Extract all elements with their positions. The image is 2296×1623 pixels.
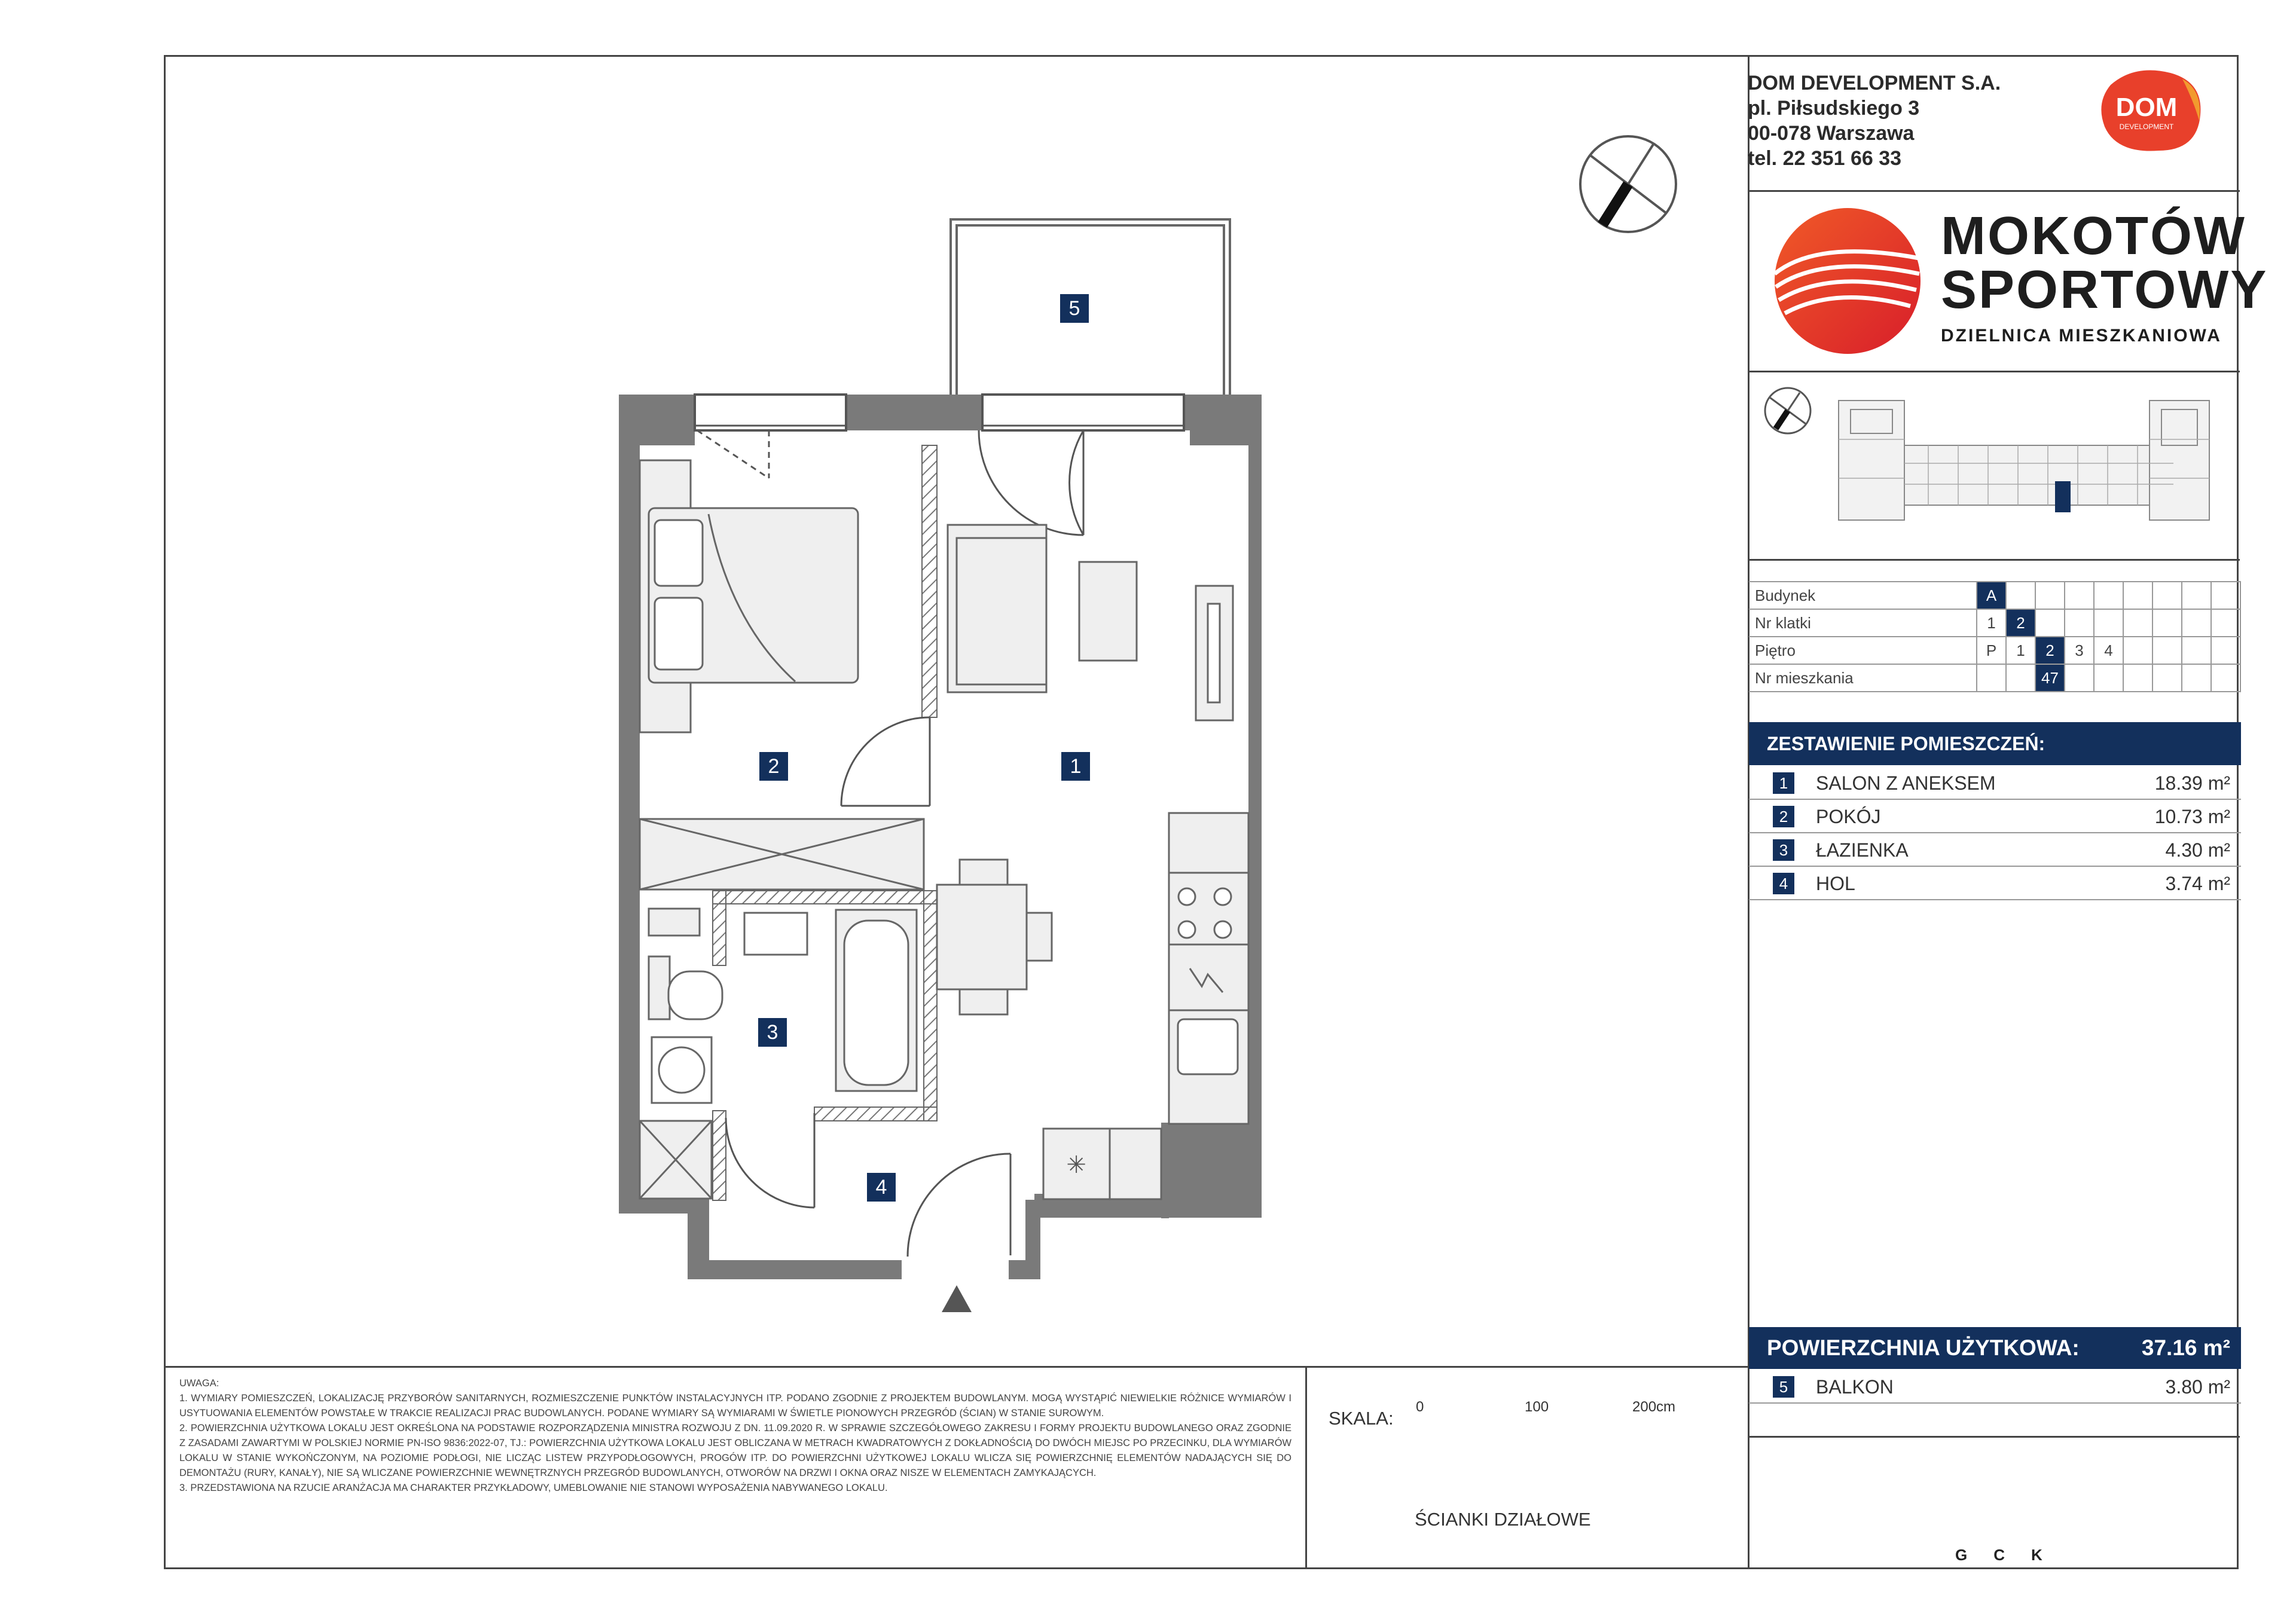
plan-label-room-1: 1 xyxy=(1061,752,1090,781)
plan-label-room-5: 5 xyxy=(1060,294,1089,323)
gck-logo-letters: GCK xyxy=(1955,1546,2069,1564)
balcony-area: 3.80 m² xyxy=(2165,1376,2230,1398)
sidebar-line-2 xyxy=(1748,371,2240,372)
scale-tick-100: 100 xyxy=(1525,1399,1549,1415)
info-label: Budynek xyxy=(1749,582,1977,609)
sidebar-line-4 xyxy=(1748,1436,2240,1438)
dom-logo-top: DOM xyxy=(2115,93,2178,122)
sidebar-line-1 xyxy=(1748,190,2240,192)
company-info xyxy=(1748,71,2001,171)
sofa xyxy=(948,525,1233,720)
info-label: Piętro xyxy=(1749,637,1977,664)
info-cell: 2 xyxy=(2006,609,2035,637)
notes-divider xyxy=(164,1366,1748,1368)
notes-scale-divider xyxy=(1305,1366,1307,1569)
room-area: 3.74 m² xyxy=(2165,873,2230,894)
partition-wall xyxy=(924,891,937,1121)
info-row-floor xyxy=(1749,637,2240,664)
note-3: 3. PRZEDSTAWIONA NA RZUCIE ARANŻACJA MA CHARAKTER PRZYKŁADOWY, UMEBLOWANIE NIE STANOWI WYPOSAŻENIA NABYWANEGO LOKALU. xyxy=(179,1483,888,1493)
room-name: HOL xyxy=(1816,873,1855,894)
info-row-staircase xyxy=(1749,609,2240,637)
notes-title: UWAGA: xyxy=(179,1378,219,1389)
info-cell: 3 xyxy=(2065,637,2094,664)
info-row-apartment xyxy=(1749,664,2240,692)
info-cell: 2 xyxy=(2035,637,2065,664)
dom-development-logo xyxy=(2093,67,2206,157)
partition-wall xyxy=(814,1107,937,1121)
balcony-row xyxy=(1749,1370,2241,1404)
room-name: POKÓJ xyxy=(1816,806,1881,827)
total-area-bar xyxy=(1749,1327,2241,1369)
brand-line-1: MOKOTÓW xyxy=(1941,206,2246,266)
dining-set xyxy=(937,860,1052,1014)
plan-label-room-3: 3 xyxy=(758,1018,787,1047)
bed xyxy=(640,460,858,732)
compass-small-icon xyxy=(1765,388,1810,433)
note-1: 1. WYMIARY POMIESZCZEŃ, LOKALIZACJĘ PRZYBORÓW SANITARNYCH, ROZMIESZCZENIE PUNKTÓW INSTALACYJNYCH ITP. PODANO ZGODNIE Z PROJEKTEM BUDOWLANYM. MOGĄ WYSTĄPIĆ NIEWIELKIE RÓŻNICE WYMIARÓW I USYTUOWANIA ELEMENTÓW POWSTAŁE W TRAKCIE REALIZACJI PRAC BUDOWLANYCH. PODANE WYMIARY SĄ WYMIARAMI W ŚWIETLE PIONOWYCH PRZEGRÓD (ŚCIAN) W STANIE SUROWYM. xyxy=(179,1393,1292,1419)
total-area-value: 37.16 m² xyxy=(2141,1335,2230,1360)
apartment-info-table xyxy=(1749,581,2241,692)
rooms-header: ZESTAWIENIE POMIESZCZEŃ: xyxy=(1749,722,2241,765)
info-cell: A xyxy=(1977,582,2006,609)
info-label: Nr klatki xyxy=(1749,609,1977,637)
room-row xyxy=(1749,800,2241,833)
entrance-arrow-icon xyxy=(942,1285,972,1312)
info-cell: 4 xyxy=(2094,637,2123,664)
room-name: SALON Z ANEKSEM xyxy=(1816,772,1996,794)
balcony-number: 5 xyxy=(1773,1376,1794,1398)
info-row-building xyxy=(1749,582,2240,609)
plan-label-room-4: 4 xyxy=(867,1173,896,1202)
plan-label-room-2: 2 xyxy=(759,752,788,781)
partition-wall xyxy=(713,1111,726,1200)
info-cell: P xyxy=(1977,637,2006,664)
scale-tick-0: 0 xyxy=(1416,1399,1424,1415)
room-row xyxy=(1749,867,2241,900)
room-area: 10.73 m² xyxy=(2154,806,2230,827)
company-address-2: 00-078 Warszawa xyxy=(1748,122,1915,145)
brand-line-3: DZIELNICA MIESZKANIOWA xyxy=(1941,326,2222,346)
info-label: Nr mieszkania xyxy=(1749,664,1977,692)
room-name: ŁAZIENKA xyxy=(1816,839,1909,861)
room-number: 4 xyxy=(1773,873,1794,894)
room-row xyxy=(1749,766,2241,800)
site-plan-highlight xyxy=(2055,481,2071,512)
balcony xyxy=(951,219,1230,399)
note-2: 2. POWIERZCHNIA UŻYTKOWA LOKALU JEST OKREŚLONA NA PODSTAWIE ROZPORZĄDZENIA MINISTRA ROZWOJU Z DN. 11.09.2020 R. W SPRAWIE SZCZEGÓŁOWEGO ZAKRESU I FORMY PROJEKTU BUDOWLANEGO ORAZ ZGODNIE Z ZASADAMI ZAWARTYMI W POLSKIEJ NORMIE PN-ISO 9836:2022-07, TJ.: POWIERZCHNIA UŻYTKOWA LOKALU JEST OBLICZANA W METRACH KWADRATOWYCH Z DOKŁADNOŚCIĄ DO DWÓCH MIEJSC PO PRZECINKU, DLA WYMIARÓW LOKALU W STANIE WYKOŃCZONYM, NA POZIOMIE PODŁOGI, NIE LICZĄC LISTEW PRZYPODŁOGOWYCH, PROGÓW ITP. DO POWIERZCHNI UŻYTKOWEJ LOKALU WLICZA SIĘ POWIERZCHNIĘ ELEMENTÓW NADAJĄCYCH SIĘ DO DEMONTAŻU (RURY, KANAŁY), NIE SĄ WLICZANE POWIERZCHNIE WEWNĘTRZNYCH PRZEGRÓD BUDOWLANYCH, OTWORÓW NA DRZWI I OKNA ORAZ NISZE W ELEMENTACH ZAMYKAJĄCYCH. xyxy=(179,1423,1292,1478)
mokotow-sportowy-logo xyxy=(1770,203,1931,359)
wardrobe xyxy=(640,819,924,890)
company-name: DOM DEVELOPMENT S.A. xyxy=(1748,72,2001,94)
legend-label: ŚCIANKI DZIAŁOWE xyxy=(1415,1509,1591,1530)
svg-text:✳: ✳ xyxy=(1066,1152,1086,1178)
info-cell: 1 xyxy=(2006,637,2035,664)
company-phone: tel. 22 351 66 33 xyxy=(1748,147,1902,170)
info-cell: 47 xyxy=(2035,664,2065,692)
compass-icon xyxy=(1580,136,1676,232)
room-number: 2 xyxy=(1773,806,1794,827)
room-number: 3 xyxy=(1773,839,1794,861)
room-area: 4.30 m² xyxy=(2165,839,2230,861)
room-area: 18.39 m² xyxy=(2154,772,2230,794)
brand-line-2: SPORTOWY xyxy=(1941,260,2268,320)
room-number: 1 xyxy=(1773,772,1794,794)
partition-wall xyxy=(713,891,937,904)
scale-tick-200: 200cm xyxy=(1632,1399,1676,1415)
total-area-label: POWIERZCHNIA UŻYTKOWA: xyxy=(1767,1335,2080,1360)
scale-label: SKALA: xyxy=(1329,1408,1394,1429)
balcony-name: BALKON xyxy=(1816,1376,1894,1398)
sidebar-line-3 xyxy=(1748,559,2240,561)
room-row xyxy=(1749,833,2241,867)
dom-logo-bottom: DEVELOPMENT xyxy=(2119,123,2174,131)
info-cell: 1 xyxy=(1977,609,2006,637)
partition-wall xyxy=(922,445,937,717)
notes-block xyxy=(179,1376,1292,1496)
bathroom-fixtures xyxy=(640,909,917,1199)
company-address-1: pl. Piłsudskiego 3 xyxy=(1748,97,1920,120)
site-key-plan xyxy=(1749,374,2239,558)
partition-wall xyxy=(713,891,726,965)
